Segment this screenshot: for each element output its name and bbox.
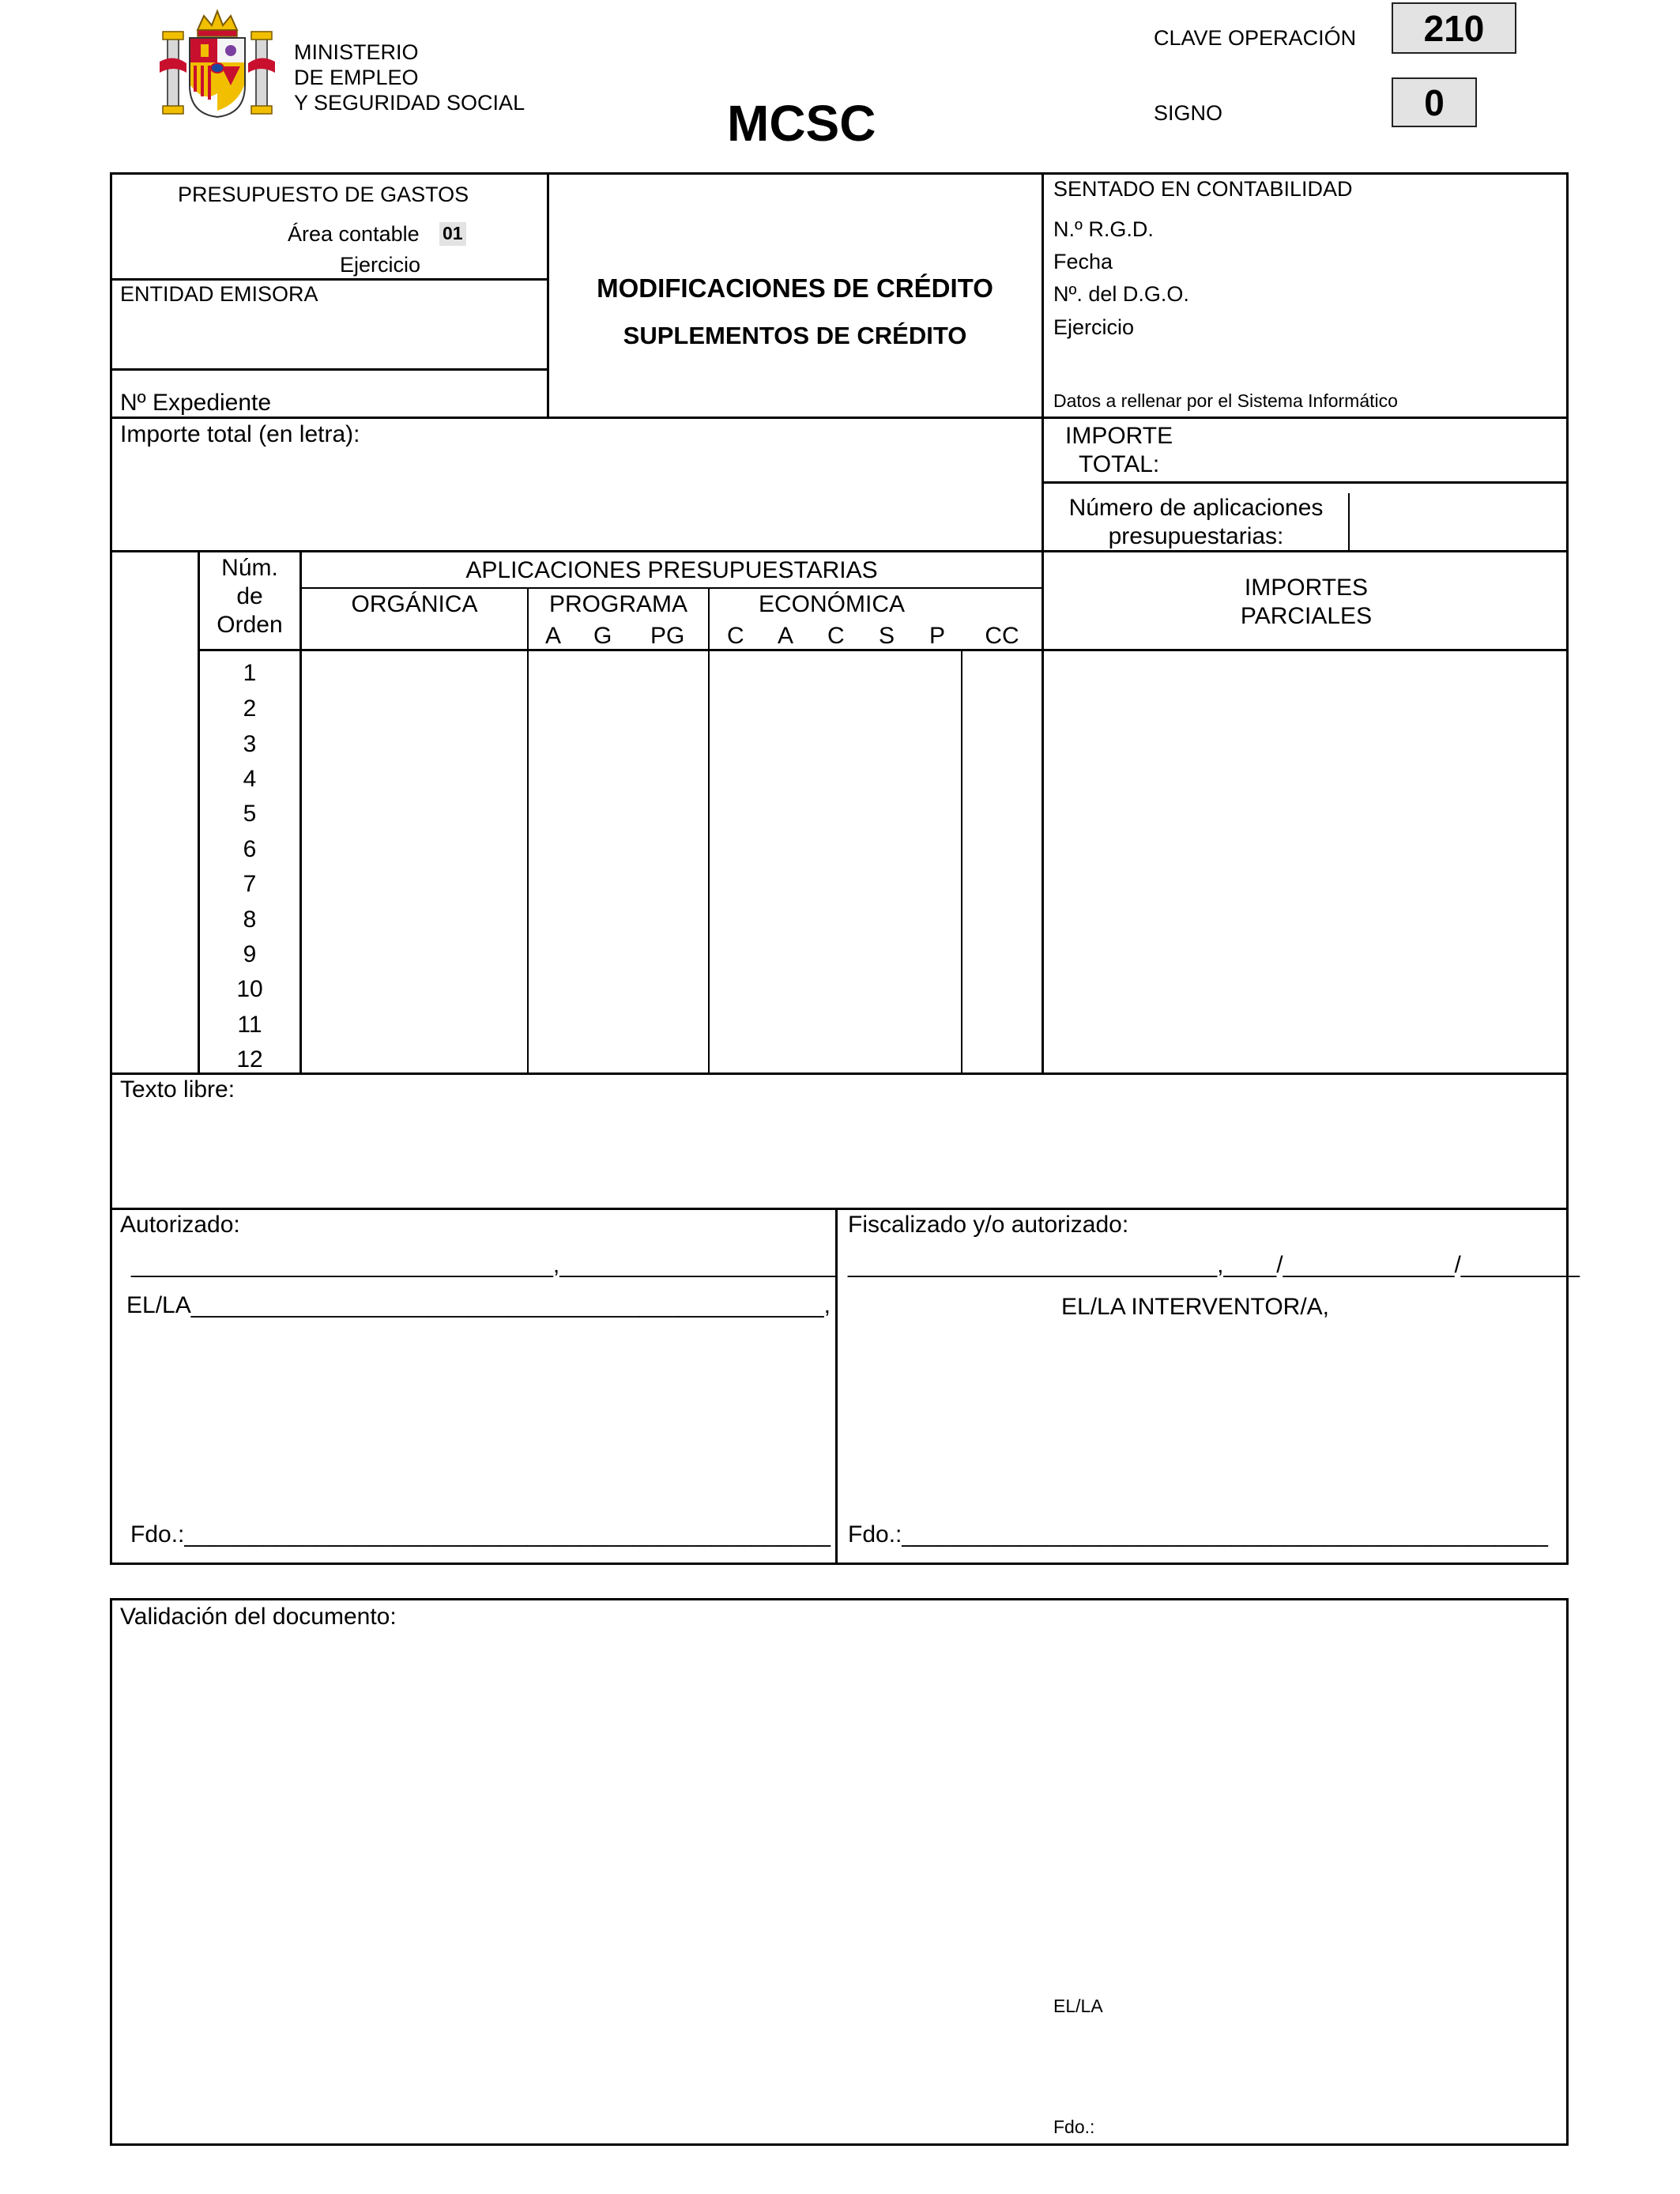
importe-total-label-1: IMPORTE xyxy=(1065,423,1173,449)
programa-sub-g: G xyxy=(593,623,612,649)
economica-sub-p: P xyxy=(929,623,946,649)
signo-value: 0 xyxy=(1424,81,1445,123)
ministry-line-1: MINISTERIO xyxy=(294,40,419,64)
area-contable-value: 01 xyxy=(443,223,463,243)
divider xyxy=(110,368,548,371)
autorizado-line[interactable]: ________________________________,_____________________ xyxy=(131,1252,837,1278)
dgo-label: Nº. del D.G.O. xyxy=(1053,282,1189,306)
row-number: 9 xyxy=(243,941,257,967)
sistema-informatico-note: Datos a rellenar por el Sistema Informático xyxy=(1053,390,1398,411)
title-suplementos: SUPLEMENTOS DE CRÉDITO xyxy=(623,322,967,349)
validacion-fdo: Fdo.: xyxy=(1053,2117,1095,2137)
validacion-el-la: EL/LA xyxy=(1053,1996,1103,2016)
economica-sub-a: A xyxy=(778,623,794,649)
autorizado-label: Autorizado: xyxy=(120,1212,240,1238)
coat-of-arms-logo xyxy=(158,6,277,122)
row-number: 3 xyxy=(243,731,257,757)
form-code: MCSC xyxy=(727,95,876,152)
row-number: 2 xyxy=(243,696,257,722)
programa-column-field[interactable] xyxy=(529,651,708,1072)
validacion-label: Validación del documento: xyxy=(120,1604,397,1630)
contabilidad-heading: SENTADO EN CONTABILIDAD xyxy=(1053,177,1353,201)
fiscalizado-label: Fiscalizado y/o autorizado: xyxy=(848,1212,1129,1238)
row-number: 1 xyxy=(243,660,257,686)
row-number: 5 xyxy=(243,801,257,827)
ejercicio-label: Ejercicio xyxy=(340,253,421,277)
importes-parciales-header-1: IMPORTES xyxy=(1244,575,1369,601)
ministry-line-3: Y SEGURIDAD SOCIAL xyxy=(294,91,525,115)
rgd-label: N.º R.G.D. xyxy=(1053,217,1154,241)
divider xyxy=(110,1208,1569,1210)
divider xyxy=(1042,172,1044,418)
importes-parciales-column-field[interactable] xyxy=(1044,651,1566,1072)
row-number: 8 xyxy=(243,907,257,933)
clave-operacion-label: CLAVE OPERACIÓN xyxy=(1154,26,1357,50)
fecha-label: Fecha xyxy=(1053,250,1113,273)
organica-column-field[interactable] xyxy=(302,651,527,1072)
row-number: 12 xyxy=(236,1046,263,1072)
importes-parciales-header-2: PARCIALES xyxy=(1240,603,1373,629)
validacion-frame xyxy=(110,1598,1569,2146)
fiscalizado-line[interactable]: ____________________________,____/_____________/_________ xyxy=(848,1252,1580,1278)
signo-label: SIGNO xyxy=(1154,101,1223,125)
num-orden-header-2: de xyxy=(236,583,263,609)
entidad-emisora-label: ENTIDAD EMISORA xyxy=(120,282,318,306)
divider xyxy=(110,278,548,281)
programa-header: PROGRAMA xyxy=(548,591,688,617)
clave-operacion-box xyxy=(1392,2,1516,54)
economica-sub-c1: C xyxy=(727,623,744,649)
presupuesto-de-gastos: PRESUPUESTO DE GASTOS xyxy=(178,183,469,206)
divider xyxy=(110,1072,1569,1075)
num-aplicaciones-label-1: Número de aplicaciones xyxy=(1068,495,1324,521)
row-number: 7 xyxy=(243,871,257,897)
programa-sub-pg: PG xyxy=(650,623,685,649)
contabilidad-ejercicio-label: Ejercicio xyxy=(1053,315,1135,339)
economica-header: ECONÓMICA xyxy=(759,591,906,617)
interventor-label: EL/LA INTERVENTOR/A, xyxy=(1061,1294,1330,1320)
row-number: 4 xyxy=(243,766,257,792)
economica-sub-s: S xyxy=(879,623,895,649)
aplicaciones-header: APLICACIONES PRESUPUESTARIAS xyxy=(465,557,878,583)
programa-sub-a: A xyxy=(545,623,562,649)
divider xyxy=(110,550,1569,552)
row-number: 6 xyxy=(243,836,257,862)
texto-libre-field[interactable] xyxy=(112,1106,1566,1206)
num-aplicaciones-label-2: presupuestarias: xyxy=(1108,523,1284,549)
num-orden-header-3: Orden xyxy=(217,612,283,638)
signo-box xyxy=(1392,77,1477,127)
ministry-line-2: DE EMPLEO xyxy=(294,66,419,89)
clave-operacion-value: 210 xyxy=(1423,7,1485,49)
importe-total-letra-label: Importe total (en letra): xyxy=(120,421,360,447)
expediente-label: Nº Expediente xyxy=(120,390,272,416)
importe-total-field[interactable] xyxy=(1185,419,1566,481)
num-orden-header-1: Núm. xyxy=(221,555,278,581)
cc-column-field[interactable] xyxy=(962,651,1042,1072)
economica-sub-c2: C xyxy=(827,623,845,649)
fdo-left-line[interactable]: Fdo.:_________________________________________________ xyxy=(130,1521,831,1547)
fdo-right-line[interactable]: Fdo.:_________________________________________________ xyxy=(848,1521,1548,1547)
el-la-line[interactable]: EL/LA________________________________________________, xyxy=(126,1292,831,1318)
num-aplicaciones-field[interactable] xyxy=(1350,484,1566,549)
divider xyxy=(299,587,1042,589)
title-modificaciones: MODIFICACIONES DE CRÉDITO xyxy=(597,273,993,303)
economica-column-field[interactable] xyxy=(710,651,961,1072)
organica-header: ORGÁNICA xyxy=(351,591,478,617)
importe-total-label-2: TOTAL: xyxy=(1079,451,1160,477)
texto-libre-label: Texto libre: xyxy=(120,1076,235,1103)
divider xyxy=(1348,493,1350,550)
row-number: 11 xyxy=(237,1012,262,1038)
importe-total-letra-field[interactable] xyxy=(112,452,1040,548)
cc-header: CC xyxy=(985,623,1019,649)
row-number: 10 xyxy=(236,976,263,1002)
area-contable-field[interactable] xyxy=(439,222,466,246)
area-contable-label: Área contable xyxy=(288,222,420,246)
